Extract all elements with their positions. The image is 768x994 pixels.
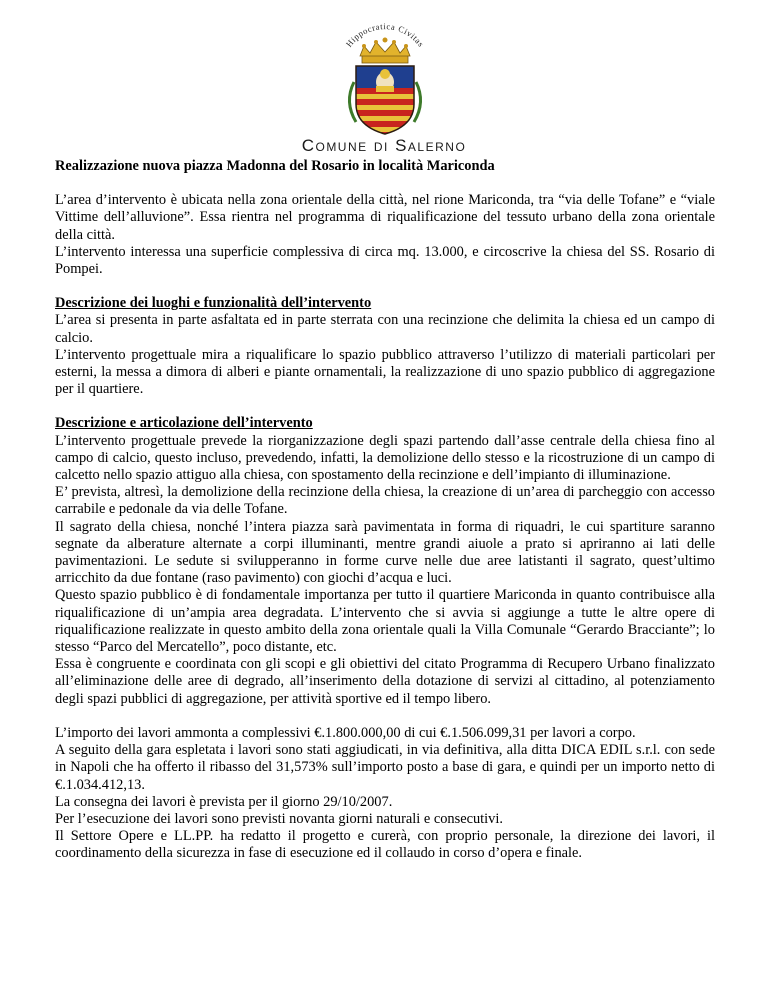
shield-icon xyxy=(356,66,414,136)
section-paragraph: L’intervento progettuale mira a riqualificare lo spazio pubblico attraverso l’utilizzo di materiali particolari per esterni, la messa a dimora di alberi e piante ornamentali, la realizzazione di uno spazio pubblico di aggregazione per il quartiere. xyxy=(55,346,715,398)
department-paragraph: Il Settore Opere e LL.PP. ha redatto il progetto e curerà, con proprio personale, la direzione dei lavori, il coordinamento della sicurezza in fase di esecuzione ed il collaudo in corso d’opera e finale. xyxy=(55,828,715,862)
document-title: Realizzazione nuova piazza Madonna del Rosario in località Mariconda xyxy=(55,158,495,174)
municipality-name: Comune di Salerno xyxy=(301,136,467,155)
delivery-date-paragraph: La consegna dei lavori è prevista per il giorno 29/10/2007. xyxy=(55,793,393,810)
letterhead xyxy=(0,8,768,158)
document-body xyxy=(55,158,715,863)
section-paragraph: Il sagrato della chiesa, nonché l’intera piazza sarà pavimentata in forma di riquadri, le cui spartiture saranno segnate da alberature alternate a corpi illuminanti, mentre grandi aiuole a prato si apriranno ai lati delle pavimentazioni. Le sedute si svilupperanno in forme curve nelle due aree latistanti il sagrato, quest’ultimo arricchito da due fontane (raso pavimento) con giochi d’acqua e luci. xyxy=(55,518,715,587)
coat-of-arms-logo xyxy=(330,22,440,140)
section-heading: Descrizione e articolazione dell’intervento xyxy=(55,415,313,432)
section-paragraph: L’area si presenta in parte asfaltata ed in parte sterrata con una recinzione che delimita la chiesa ed un campo di calcio. xyxy=(55,312,715,346)
svg-text:Hippocratica Civitas xyxy=(344,22,427,49)
crown-icon xyxy=(360,38,410,64)
section-paragraph: L’intervento progettuale prevede la riorganizzazione degli spazi partendo dall’asse centrale della chiesa fino al campo di calcio, questo incluso, prevedendo, infatti, la demolizione dello stesso e la ricostruzione di un campo di calcetto nello spazio attiguo alla chiesa, con spostamento della recinzione e dell’impianto di illuminazione. xyxy=(55,432,715,484)
section-paragraph: Essa è congruente e coordinata con gli scopi e gli obiettivi del citato Programma di Recupero Urbano finalizzato all’eliminazione delle aree di degrado, all’inserimento della dotazione di servizi al cittadino, al potenziamento degli spazi pubblici di aggregazione, per attività sportive ed il tempo libero. xyxy=(55,656,715,707)
section-paragraph: E’ prevista, altresì, la demolizione della recinzione della chiesa, la creazione di un’area di parcheggio con accesso carrabile e pedonale da via delle Tofane. xyxy=(55,484,715,518)
section-paragraph: Questo spazio pubblico è di fondamentale importanza per tutto il quartiere Mariconda in quanto contribuisce alla riqualificazione di un’ampia area degradata. L’intervento che si avvia si aggiunge a tutte le altre opere di riqualificazione realizzate in questo ambito della zona orientale quali la Villa Comunale “Gerardo Bracciante”; lo stesso “Parco del Mercatello”, poco distante, etc. xyxy=(55,587,715,656)
section-heading: Descrizione dei luoghi e funzionalità dell’intervento xyxy=(55,295,372,312)
duration-paragraph: Per l’esecuzione dei lavori sono previsti novanta giorni naturali e consecutivi. xyxy=(55,810,503,827)
crest-motto: Hippocratica Civitas xyxy=(343,22,427,49)
contract-paragraph: A seguito della gara espletata i lavori sono stati aggiudicati, in via definitiva, alla ditta DICA EDIL s.r.l. con sede in Napoli che ha offerto il ribasso del 31,573% sull’importo posto a base di gara, e quindi per un importo netto di €.1.034.412,13. xyxy=(55,742,715,793)
intro-paragraph: L’area d’intervento è ubicata nella zona orientale della città, nel rione Mariconda, tra “via delle Tofane” e “viale Vittime dell’alluvione”. Essa rientra nel programma di riqualificazione del tessuto urbano della zona orientale della città. xyxy=(55,192,715,243)
cost-paragraph: L’importo dei lavori ammonta a complessivi €.1.800.000,00 di cui €.1.506.099,31 per lavori a corpo. xyxy=(55,724,636,741)
intro-paragraph: L’intervento interessa una superficie complessiva di circa mq. 13.000, e circoscrive la chiesa del SS. Rosario di Pompei. xyxy=(55,243,715,278)
